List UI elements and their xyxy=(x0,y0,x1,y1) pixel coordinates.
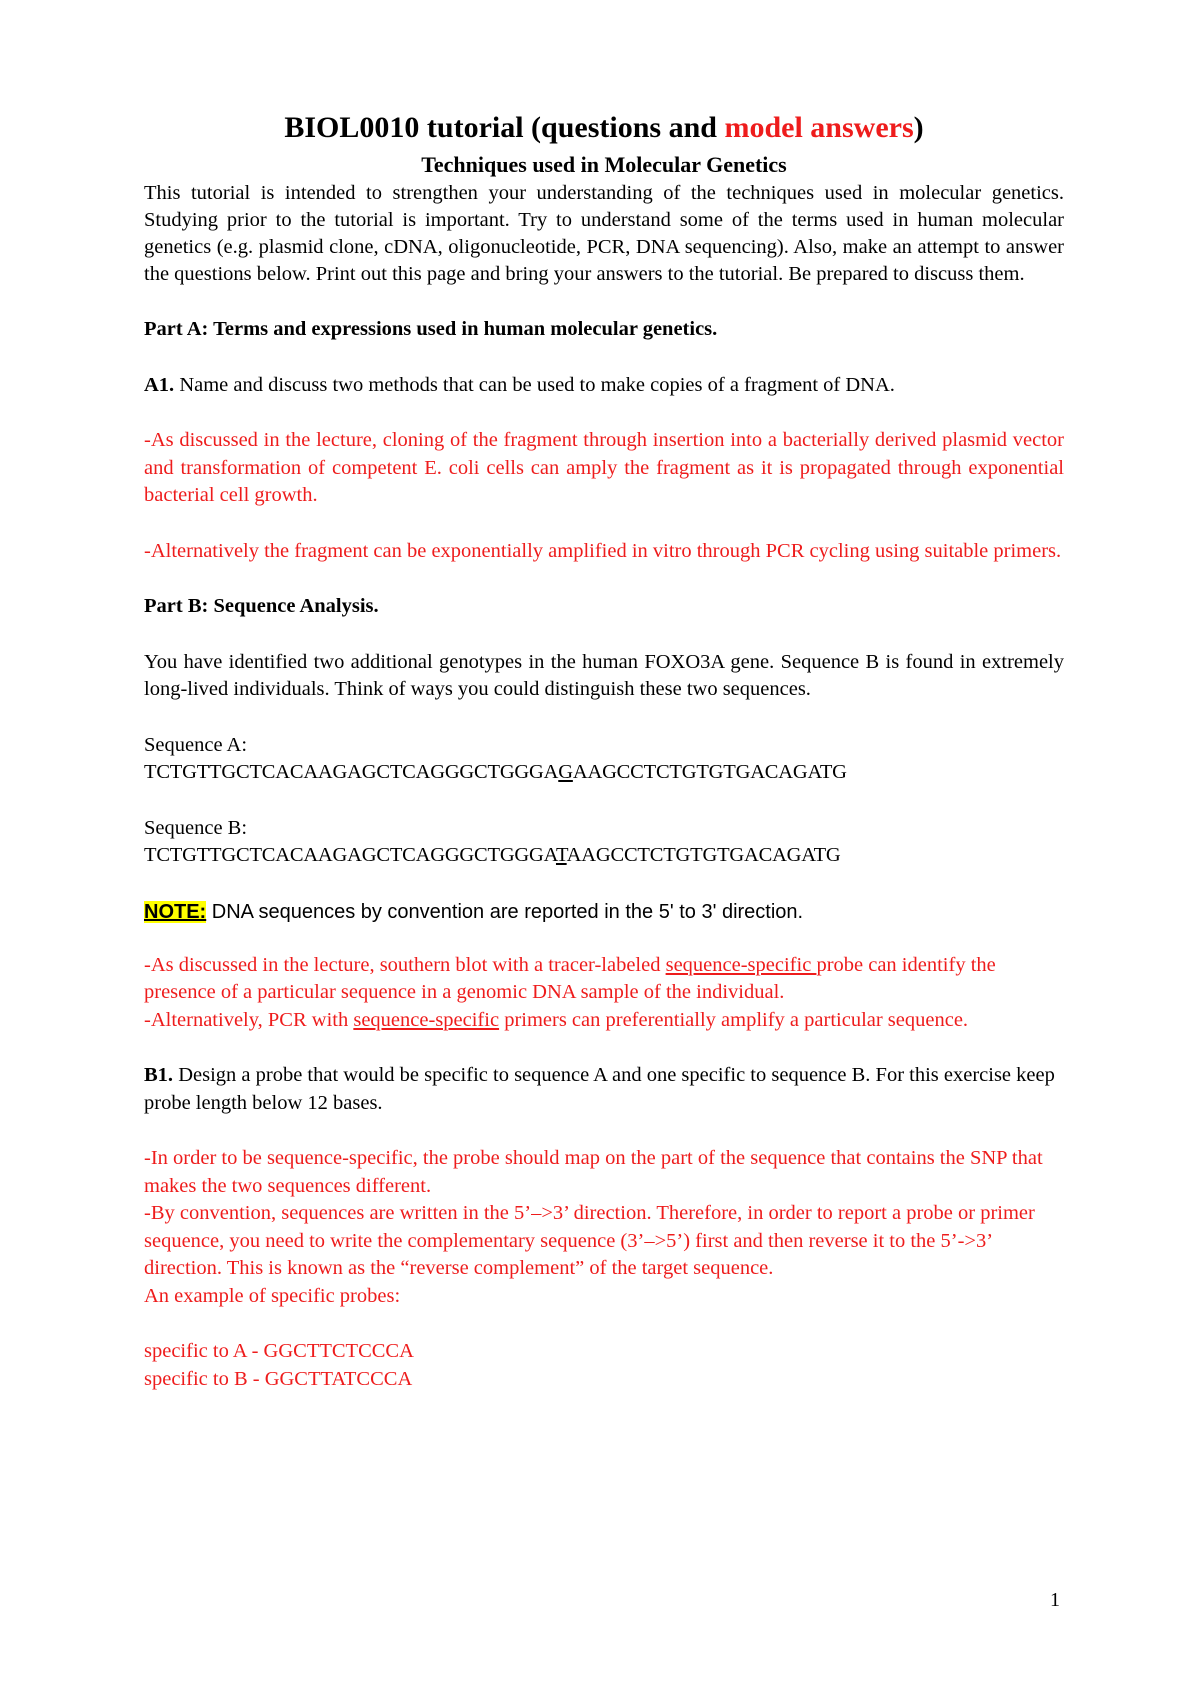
probe-b: specific to B - GGCTTATCCCA xyxy=(144,1367,413,1390)
sequence-b-snp: T xyxy=(555,844,567,866)
title-main: BIOL0010 tutorial (questions and xyxy=(284,111,725,144)
sequence-b xyxy=(144,842,1064,870)
b-answer-2-underlined: sequence-specific xyxy=(353,1008,500,1031)
b1-answer-2: -By convention, sequences are written in the 5’–>3’ direction. Therefore, in order to report a probe or primer sequence, you need to write the complementary sequence (3’–>5’) first and then reverse it to the 5’->3’ direction. This is known as the “reverse complement” of the target sequence. xyxy=(144,1202,1035,1279)
sequence-a-label: Sequence A: xyxy=(144,733,248,756)
part-b-intro: You have identified two additional genotypes in the human FOXO3A gene. Sequence B is found in extremely long-lived individuals. Think of ways you could distinguish these two sequences. xyxy=(144,650,1064,700)
b1-question xyxy=(144,1062,1064,1117)
probe-a: specific to A - GGCTTCTCCCA xyxy=(144,1340,414,1362)
note-label: NOTE: xyxy=(144,900,207,923)
sequence-a xyxy=(144,759,1064,787)
b1-question-text: Design a probe that would be specific to sequence A and one specific to sequence B. For this exercise keep probe length below 12 bases. xyxy=(144,1064,1055,1114)
title-close: ) xyxy=(913,111,924,144)
b-answer-1-post: probe can identify the presence of a particular sequence in a genomic DNA sample of the individual. xyxy=(144,953,996,1003)
a1-question xyxy=(144,372,1064,400)
document-page xyxy=(144,108,1064,1608)
sequence-b-label: Sequence B: xyxy=(144,816,248,839)
a1-answer-1: -As discussed in the lecture, cloning of the fragment through insertion into a bacterially derived plasmid vector and transformation of competent E. coli cells can amply the fragment as it is propagated through exponential bacterial cell growth. xyxy=(144,429,1064,506)
sequence-b-post: AAGCCTCTGTGTGACAGATG xyxy=(566,844,841,866)
note-line xyxy=(144,898,1064,926)
intro-paragraph: This tutorial is intended to strengthen your understanding of the techniques used in molecular genetics. Studying prior to the tutorial is important. Try to understand some of the terms used in human molecular genetics (e.g. plasmid clone, cDNA, oligonucleotide, PCR, DNA sequencing). Also, make an attempt to answer the questions below. Print out this page and bring your answers to the tutorial. Be prepared to discuss them. xyxy=(144,182,1064,285)
a1-answer-2: -Alternatively the fragment can be exponentially amplified in vitro through PCR cycling using suitable primers. xyxy=(144,539,1062,562)
b-answer-1-underlined: sequence-specific xyxy=(665,953,817,976)
part-b-heading: Part B: Sequence Analysis. xyxy=(144,595,379,617)
sequence-a-post: AAGCCTCTGTGTGACAGATG xyxy=(572,761,847,783)
b-answer-1-pre: -As discussed in the lecture, southern blot with a tracer-labeled xyxy=(144,953,666,976)
part-a-heading: Part A: Terms and expressions used in human molecular genetics. xyxy=(144,318,718,340)
a1-label: A1. xyxy=(144,373,175,396)
sequence-a-snp: G xyxy=(558,761,573,783)
page-subtitle: Techniques used in Molecular Genetics xyxy=(421,152,787,177)
page-number: 1 xyxy=(1050,1589,1060,1611)
b-answer-2-pre: -Alternatively, PCR with xyxy=(144,1008,354,1031)
b-answer-southern-blot xyxy=(144,952,1064,1007)
b-answer-pcr xyxy=(144,1007,1064,1035)
title-highlight: model answers xyxy=(724,111,914,144)
b1-label: B1. xyxy=(144,1064,174,1086)
note-text: DNA sequences by convention are reported in the 5' to 3' direction. xyxy=(206,900,804,923)
a1-question-text: Name and discuss two methods that can be used to make copies of a fragment of DNA. xyxy=(174,373,895,396)
b1-answer-1: -In order to be sequence-specific, the probe should map on the part of the sequence that contains the SNP that makes the two sequences different. xyxy=(144,1147,1043,1197)
sequence-a-pre: TCTGTTGCTCACAAGAGCTCAGGGCTGGGA xyxy=(144,761,559,783)
sequence-b-pre: TCTGTTGCTCACAAGAGCTCAGGGCTGGGA xyxy=(144,844,556,866)
b1-answer-3: An example of specific probes: xyxy=(144,1284,401,1307)
page-title xyxy=(144,108,1064,148)
b-answer-2-post: primers can preferentially amplify a particular sequence. xyxy=(499,1008,969,1031)
